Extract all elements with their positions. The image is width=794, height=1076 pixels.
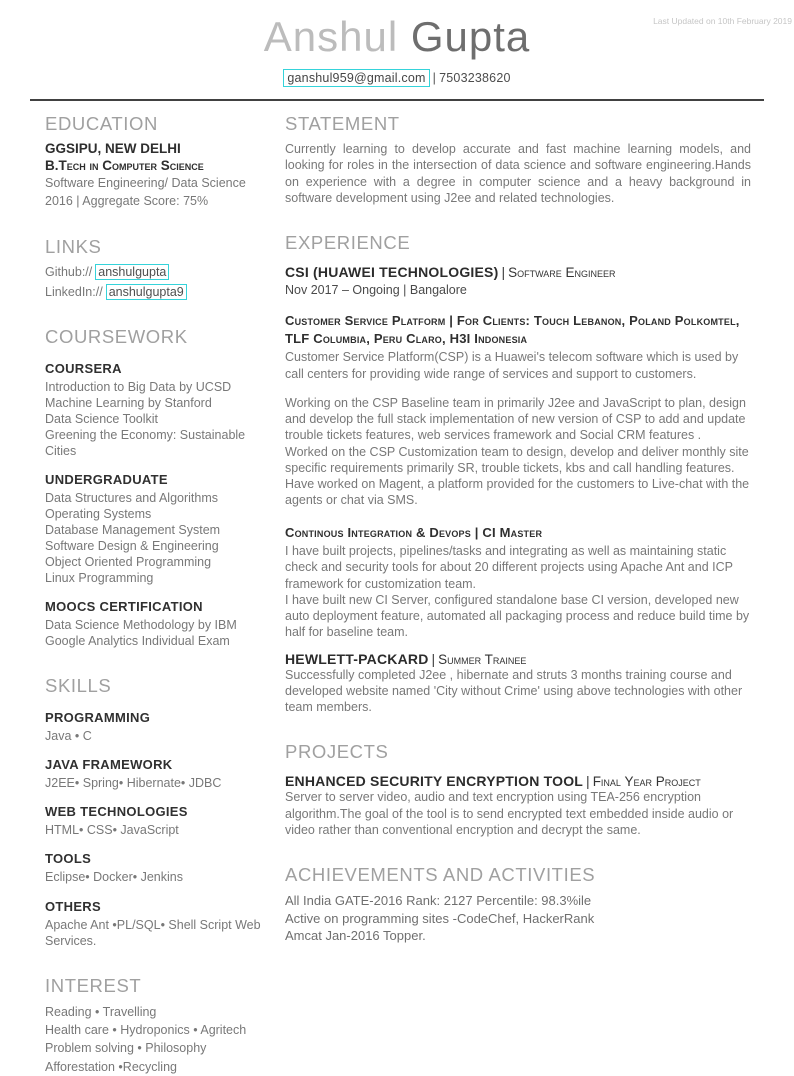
experience-paragraph: Worked on the CSP Customization team to design, develop and deliver monthly site specific requirements primarily SR, trouble tickets, kbs and call handling features. (285, 444, 749, 475)
coursework-item: Object Oriented Programming (45, 554, 212, 569)
contact-separator: | (432, 71, 437, 86)
coursework-item: Database Management System (45, 522, 221, 537)
job-heading (285, 264, 751, 280)
skills-group-others (45, 899, 273, 950)
education-year-score: 2016 | Aggregate Score: 75% (45, 194, 209, 209)
experience-title: EXPERIENCE (285, 232, 411, 254)
achievements-section (285, 864, 751, 945)
header (0, 0, 794, 87)
project-subheading: Customer Service Platform | For Clients: Touch Lebanon, Poland Polkomtel, TLF Columbia, Peru Claro, H3I Indonesia (285, 313, 740, 346)
achievement-line: Amcat Jan-2016 Topper. (285, 928, 426, 944)
education-degree: B.Tech in Computer Science (45, 158, 204, 174)
interest-line: Afforestation •Recycling (45, 1059, 177, 1074)
job-role: Software Engineer (508, 265, 616, 281)
statement-title: STATEMENT (285, 113, 400, 135)
contact-line (0, 69, 794, 87)
coursework-group-undergraduate (45, 472, 273, 586)
experience-paragraph: Have worked on Magent, a platform provided for the customers to Live-chat with the agents or chat via SMS. (285, 477, 750, 508)
education-title: EDUCATION (45, 113, 158, 135)
interest-line: Problem solving • Philosophy (45, 1041, 207, 1056)
experience-paragraph: Successfully completed J2ee , hibernate and struts 3 months training course and developed website named 'City without Crime' using above technologies with other team members. (285, 667, 743, 715)
email-link[interactable]: ganshul959@gmail.com (283, 69, 429, 87)
job-heading (285, 651, 751, 667)
interest-line: Health care • Hydroponics • Agritech (45, 1023, 247, 1038)
education-section (45, 113, 273, 210)
phone-number: 7503238620 (439, 71, 511, 86)
coursework-item: Greening the Economy: Sustainable Cities (45, 427, 246, 458)
coursework-section (45, 326, 273, 649)
skills-list: HTML• CSS• JavaScript (45, 823, 179, 838)
project-subheading: Continous Integration & Devops | CI Master (285, 524, 543, 540)
github-label: Github:// (45, 264, 93, 279)
job-company: CSI (HUAWEI TECHNOLOGIES) (285, 264, 499, 281)
coursework-title: COURSEWORK (45, 325, 188, 347)
skills-group-java-framework (45, 757, 273, 791)
coursework-group-moocs (45, 599, 273, 649)
project-name: ENHANCED SECURITY ENCRYPTION TOOL (285, 773, 584, 790)
project-paragraph: Server to server video, audio and text encryption using TEA-256 encryption algorithm.The goal of the tool is to send encrypted text embedded inside audio or video rather than conventional encryption and decrypt the same. (285, 790, 734, 837)
github-link[interactable]: anshulgupta (95, 264, 169, 280)
interest-section (45, 975, 273, 1076)
interest-line: Reading • Travelling (45, 1005, 157, 1020)
project-role: Final Year Project (592, 774, 701, 790)
coursework-item: Introduction to Big Data by UCSD (45, 379, 232, 394)
skills-title: SKILLS (45, 674, 112, 696)
skills-group-heading: OTHERS (45, 898, 101, 914)
job-role: Summer Trainee (438, 651, 527, 667)
skills-group-programming (45, 710, 273, 744)
experience-paragraph: Customer Service Platform(CSP) is a Huawei's telecom software which is used by call centers for providing wide range of services and support to customers. (285, 350, 739, 381)
coursework-item: Machine Learning by Stanford (45, 395, 212, 410)
skills-section (45, 675, 273, 950)
coursework-group-heading: COURSERA (45, 360, 122, 376)
coursework-item: Software Design & Engineering (45, 538, 219, 553)
skills-group-heading: PROGRAMMING (45, 709, 151, 725)
coursework-item: Google Analytics Individual Exam (45, 633, 230, 648)
resume-body (0, 101, 794, 1076)
skills-group-heading: TOOLS (45, 851, 92, 867)
skills-group-web-technologies (45, 804, 273, 838)
statement-section (285, 113, 751, 206)
skills-list: Java • C (45, 728, 92, 743)
right-column (285, 101, 751, 945)
job-entry-hp (285, 651, 751, 716)
job-entry-csi (285, 264, 751, 640)
education-school: GGSIPU, NEW DELHI (45, 141, 181, 157)
skills-group-heading: JAVA FRAMEWORK (45, 756, 173, 772)
achievement-line: Active on programming sites -CodeChef, HackerRank (285, 910, 595, 926)
achievements-title: ACHIEVEMENTS AND ACTIVITIES (285, 864, 596, 886)
achievement-line: All India GATE-2016 Rank: 2127 Percentile: 98.3%ile (285, 893, 592, 909)
skills-group-heading: WEB TECHNOLOGIES (45, 804, 188, 820)
github-row (45, 264, 273, 280)
experience-paragraph: I have built projects, pipelines/tasks and integrating as well as maintaining static check and security tools for about 20 different projects using Apache Ant and ICP framework for customization team. (285, 544, 733, 591)
left-column (45, 101, 273, 1076)
skills-list: J2EE• Spring• Hibernate• JDBC (45, 775, 222, 790)
project-heading-separator: | (586, 773, 590, 790)
skills-list: Eclipse• Docker• Jenkins (45, 870, 183, 885)
project-heading (285, 773, 751, 789)
coursework-item: Linux Programming (45, 570, 154, 585)
coursework-group-heading: MOOCS CERTIFICATION (45, 598, 203, 614)
experience-paragraph: Working on the CSP Baseline team in primarily J2ee and JavaScript to plan, design and develop the full stack implementation of new version of CSP to add and update trouble tickets features, web services framework and Social CRM features . (285, 395, 746, 443)
first-name: Anshul (263, 13, 399, 60)
last-updated-note: Last Updated on 10th February 2019 (653, 16, 792, 26)
projects-section (285, 741, 751, 838)
job-heading-separator: | (431, 650, 436, 667)
coursework-item: Data Structures and Algorithms (45, 490, 218, 505)
coursework-group-coursera (45, 361, 273, 459)
statement-text: Currently learning to develop accurate and fast machine learning models, and looking for roles in the intersection of data science and software engineering.Hands on experience with a degree in computer science and a heavy background in software development using J2ee and related technologies. (285, 142, 751, 205)
interest-title: INTEREST (45, 975, 142, 997)
links-title: LINKS (45, 235, 102, 257)
last-name: Gupta (410, 13, 531, 60)
linkedin-link[interactable]: anshulgupta9 (106, 284, 187, 300)
experience-paragraph: I have built new CI Server, configured standalone base CI version, developed new auto deployment feature, automated all packaging process and reduce build time by half for baseline team. (285, 592, 750, 640)
skills-list: Apache Ant •PL/SQL• Shell Script Web Services. (45, 917, 261, 948)
experience-section (285, 232, 751, 715)
job-dates-location: Nov 2017 – Ongoing | Bangalore (285, 283, 467, 298)
job-company: HEWLETT-PACKARD (285, 650, 429, 667)
projects-title: PROJECTS (285, 741, 389, 763)
education-track: Software Engineering/ Data Science (45, 176, 246, 191)
skills-group-tools (45, 851, 273, 885)
links-section (45, 236, 273, 300)
linkedin-row (45, 284, 273, 300)
coursework-item: Data Science Toolkit (45, 411, 159, 426)
coursework-item: Data Science Methodology by IBM (45, 617, 237, 632)
coursework-group-heading: UNDERGRADUATE (45, 471, 168, 487)
linkedin-label: LinkedIn:// (45, 284, 103, 299)
coursework-item: Operating Systems (45, 506, 152, 521)
job-heading-separator: | (501, 264, 506, 281)
